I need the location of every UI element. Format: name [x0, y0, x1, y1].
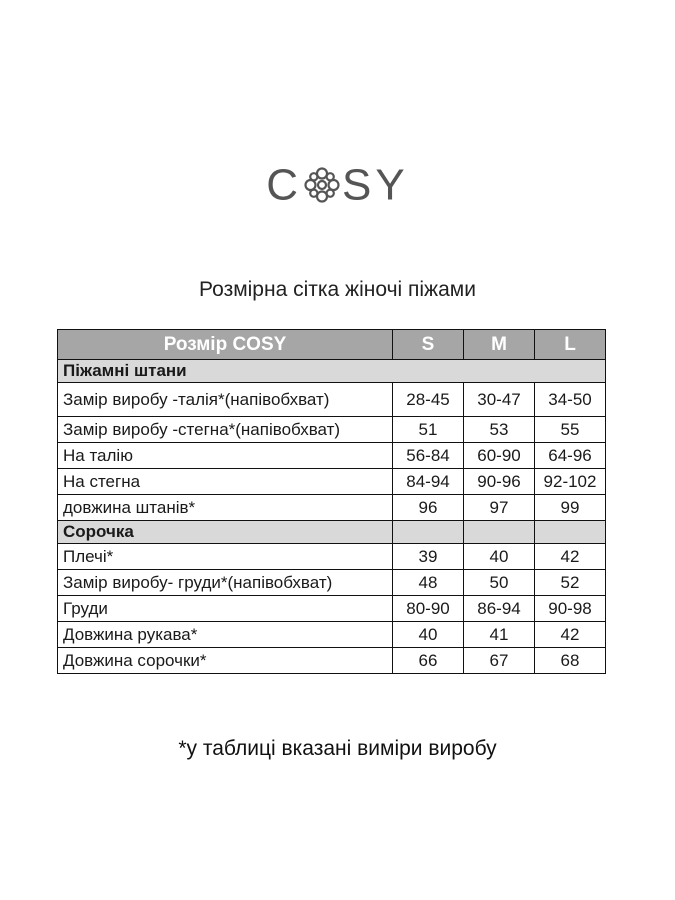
cell-s: 48 [393, 570, 464, 596]
table-row [58, 648, 606, 674]
row-label: Замір виробу -стегна*(напівобхват) [58, 417, 393, 443]
cell-l: 90-98 [535, 596, 606, 622]
cell-s: 80-90 [393, 596, 464, 622]
table-row [58, 383, 606, 417]
logo-letter-c: C [266, 160, 303, 210]
row-label: Довжина сорочки* [58, 648, 393, 674]
cell-l: 34-50 [535, 383, 606, 417]
table-row [58, 495, 606, 521]
footnote: *у таблиці вказані виміри виробу [178, 737, 497, 760]
flower-knot-icon [303, 166, 341, 204]
page-title: Розмірна сітка жіночі піжами [199, 278, 476, 301]
row-label: Довжина рукава* [58, 622, 393, 648]
cell-s: 56-84 [393, 443, 464, 469]
cell-m: 90-96 [464, 469, 535, 495]
cell-s: 39 [393, 544, 464, 570]
cell-m: 50 [464, 570, 535, 596]
cell-m: 60-90 [464, 443, 535, 469]
cell-m: 30-47 [464, 383, 535, 417]
section-row [58, 521, 606, 544]
section-empty-cell [464, 521, 535, 544]
section-empty-cell [535, 521, 606, 544]
cell-m: 40 [464, 544, 535, 570]
cell-m: 86-94 [464, 596, 535, 622]
table-row [58, 443, 606, 469]
cell-m: 53 [464, 417, 535, 443]
logo-letters-sy: SY [342, 160, 409, 210]
cell-l: 52 [535, 570, 606, 596]
header-size-m: M [464, 330, 535, 360]
table-row [58, 622, 606, 648]
section-title-pants: Піжамні штани [58, 360, 606, 383]
table-row [58, 570, 606, 596]
header-label: Розмір COSY [58, 330, 393, 360]
section-row [58, 360, 606, 383]
section-title-shirt: Сорочка [58, 521, 393, 544]
row-label: На талію [58, 443, 393, 469]
row-label: Плечі* [58, 544, 393, 570]
table-row [58, 596, 606, 622]
row-label: Замір виробу -талія*(напівобхват) [58, 383, 393, 417]
header-size-s: S [393, 330, 464, 360]
cell-m: 97 [464, 495, 535, 521]
table-header-row [58, 330, 606, 360]
cell-l: 55 [535, 417, 606, 443]
cell-s: 51 [393, 417, 464, 443]
header-size-l: L [535, 330, 606, 360]
cell-l: 42 [535, 622, 606, 648]
row-label: довжина штанів* [58, 495, 393, 521]
cell-s: 28-45 [393, 383, 464, 417]
cell-l: 92-102 [535, 469, 606, 495]
row-label: Замір виробу- груди*(напівобхват) [58, 570, 393, 596]
cell-s: 66 [393, 648, 464, 674]
cell-l: 64-96 [535, 443, 606, 469]
cell-l: 42 [535, 544, 606, 570]
section-empty-cell [393, 521, 464, 544]
table-row [58, 469, 606, 495]
brand-logo [0, 158, 675, 208]
cell-l: 68 [535, 648, 606, 674]
row-label: Груди [58, 596, 393, 622]
cell-m: 67 [464, 648, 535, 674]
cell-l: 99 [535, 495, 606, 521]
cell-m: 41 [464, 622, 535, 648]
table-row [58, 544, 606, 570]
size-chart-table [57, 329, 606, 674]
cell-s: 40 [393, 622, 464, 648]
row-label: На стегна [58, 469, 393, 495]
table-row [58, 417, 606, 443]
cell-s: 96 [393, 495, 464, 521]
cell-s: 84-94 [393, 469, 464, 495]
